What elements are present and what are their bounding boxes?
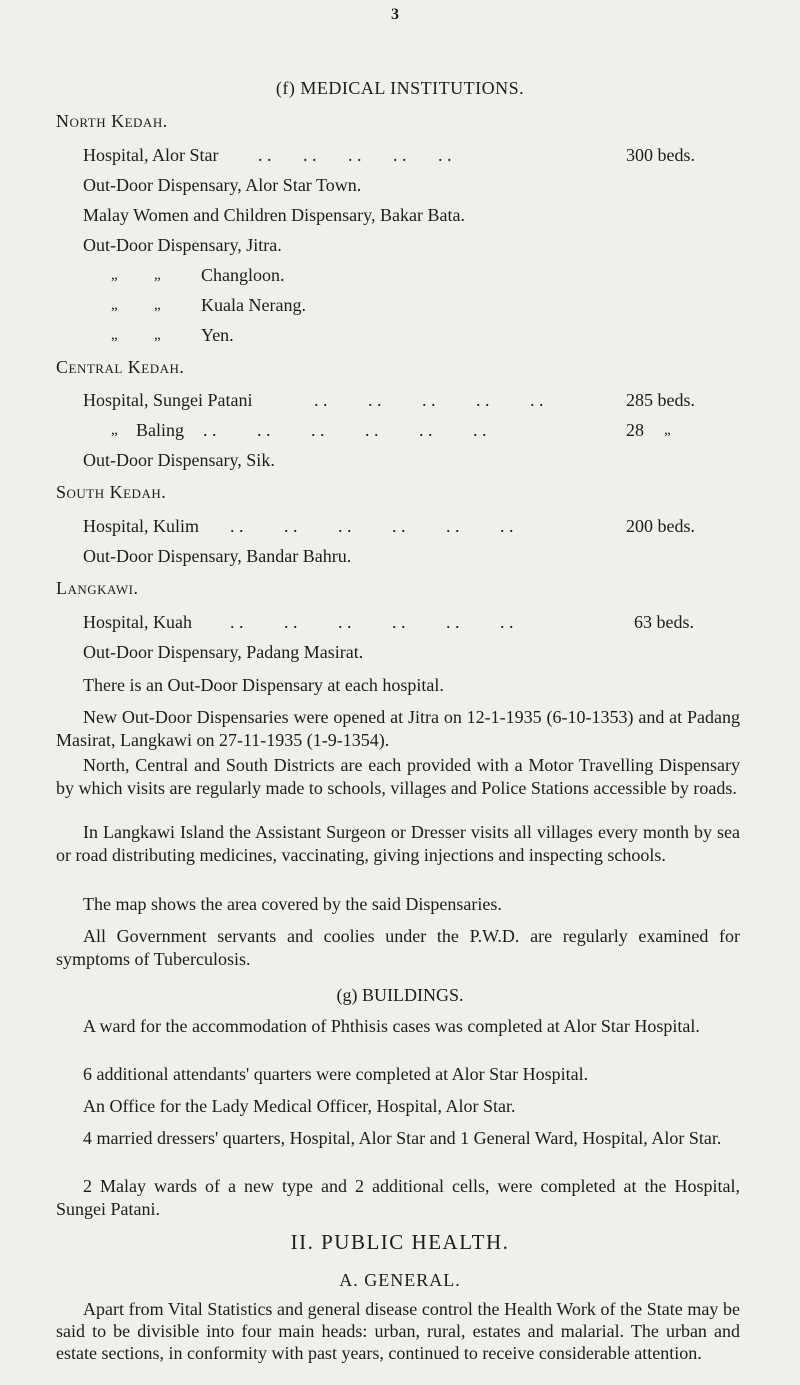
central-hospital-beds: 285 beds. bbox=[626, 390, 695, 410]
central-baling-name: Baling bbox=[136, 420, 184, 440]
buildings-list bbox=[56, 1015, 740, 1038]
ditto-mark: „ bbox=[154, 297, 161, 313]
building-item: 6 additional attendants' quarters were completed at Alor Star Hospital. bbox=[83, 1064, 589, 1084]
buildings-list bbox=[56, 1127, 740, 1150]
langkawi-hospital-beds: 63 beds. bbox=[634, 612, 694, 632]
ditto-mark: „ bbox=[111, 267, 118, 283]
body-paragraphs bbox=[56, 925, 740, 971]
central-baling-beds: 28 bbox=[626, 420, 644, 440]
dispensary-note: There is an Out-Door Dispensary at each hospital. bbox=[83, 675, 444, 695]
langkawi-hospital-name: Hospital, Kuah bbox=[83, 612, 192, 632]
paragraph: In Langkawi Island the Assistant Surgeon or Dresser visits all villages every month by sea or road distributing medicines, vaccinating, giving injections and inspecting schools. bbox=[56, 822, 740, 865]
north-kedah-title: North Kedah. bbox=[56, 111, 168, 131]
north-ditto-item: Changloon. bbox=[201, 265, 285, 285]
building-item: 4 married dressers' quarters, Hospital, Alor Star and 1 General Ward, Hospital, Alor Star. bbox=[83, 1128, 722, 1148]
north-ditto-item: Yen. bbox=[201, 325, 234, 345]
ditto-mark: „ bbox=[154, 267, 161, 283]
public-health-heading: II. PUBLIC HEALTH. bbox=[290, 1230, 510, 1254]
leader-dots: . . . . . . . . . . . . bbox=[230, 612, 514, 632]
central-item: Out-Door Dispensary, Sik. bbox=[83, 450, 275, 470]
south-hospital-name: Hospital, Kulim bbox=[83, 516, 199, 536]
langkawi-title: Langkawi. bbox=[56, 578, 139, 598]
north-hospital-name: Hospital, Alor Star bbox=[83, 145, 219, 165]
langkawi-item: Out-Door Dispensary, Padang Masirat. bbox=[83, 642, 364, 662]
buildings-list bbox=[56, 1175, 740, 1221]
paragraph: All Government servants and coolies under the P.W.D. are regularly examined for symptoms of Tuberculosis. bbox=[56, 926, 740, 969]
north-ditto-item: Kuala Nerang. bbox=[201, 295, 306, 315]
paragraph: North, Central and South Districts are each provided with a Motor Travelling Dispensary by which visits are regularly made to schools, villages and Police Stations accessible by roads. bbox=[56, 755, 740, 798]
north-item: Out-Door Dispensary, Alor Star Town. bbox=[83, 175, 362, 195]
north-item: Malay Women and Children Dispensary, Bakar Bata. bbox=[83, 205, 465, 225]
paragraph: New Out-Door Dispensaries were opened at Jitra on 12-1-1935 (6-10-1353) and at Padang Masirat, Langkawi on 27-11-1935 (1-9-1354). bbox=[56, 707, 740, 750]
page-number: 3 bbox=[391, 6, 399, 23]
building-item: An Office for the Lady Medical Officer, Hospital, Alor Star. bbox=[83, 1096, 516, 1116]
leader-dots: . . . . . . . . . . bbox=[314, 390, 544, 410]
medical-institutions-heading: (f) MEDICAL INSTITUTIONS. bbox=[275, 78, 525, 98]
building-item: 2 Malay wards of a new type and 2 additional cells, were completed at the Hospital, Sungei Patani. bbox=[56, 1176, 740, 1219]
leader-dots: . . . . . . . . . . bbox=[258, 145, 452, 165]
paragraph: The map shows the area covered by the said Dispensaries. bbox=[83, 894, 502, 914]
north-item: Out-Door Dispensary, Jitra. bbox=[83, 235, 282, 255]
south-hospital-beds: 200 beds. bbox=[626, 516, 695, 536]
buildings-list bbox=[56, 1095, 740, 1118]
buildings-heading: (g) BUILDINGS. bbox=[336, 985, 464, 1005]
south-kedah-title: South Kedah. bbox=[56, 482, 167, 502]
body-paragraphs bbox=[56, 754, 740, 800]
body-paragraphs bbox=[56, 893, 740, 916]
ditto-mark: „ bbox=[111, 297, 118, 313]
body-paragraphs bbox=[56, 706, 740, 752]
ditto-mark: „ bbox=[664, 422, 671, 438]
general-paragraph: Apart from Vital Statistics and general disease control the Health Work of the State may be said to be divisible into four main heads: urban, rural, estates and malarial. The urban and estate sections, in conformity with past years, continued to receive considerable attention. bbox=[56, 1299, 740, 1363]
leader-dots: . . . . . . . . . . . . bbox=[230, 516, 514, 536]
ditto-mark: „ bbox=[111, 327, 118, 343]
leader-dots: . . . . . . . . . . . . bbox=[203, 420, 487, 440]
general-paragraph-block bbox=[56, 1298, 740, 1364]
ditto-mark: „ bbox=[111, 422, 118, 438]
central-hospital-name: Hospital, Sungei Patani bbox=[83, 390, 253, 410]
north-hospital-beds: 300 beds. bbox=[626, 145, 695, 165]
south-item: Out-Door Dispensary, Bandar Bahru. bbox=[83, 546, 352, 566]
buildings-list bbox=[56, 1063, 740, 1086]
building-item: A ward for the accommodation of Phthisis cases was completed at Alor Star Hospital. bbox=[83, 1016, 700, 1036]
general-heading: A. GENERAL. bbox=[339, 1270, 461, 1290]
ditto-mark: „ bbox=[154, 327, 161, 343]
central-kedah-title: Central Kedah. bbox=[56, 357, 185, 377]
